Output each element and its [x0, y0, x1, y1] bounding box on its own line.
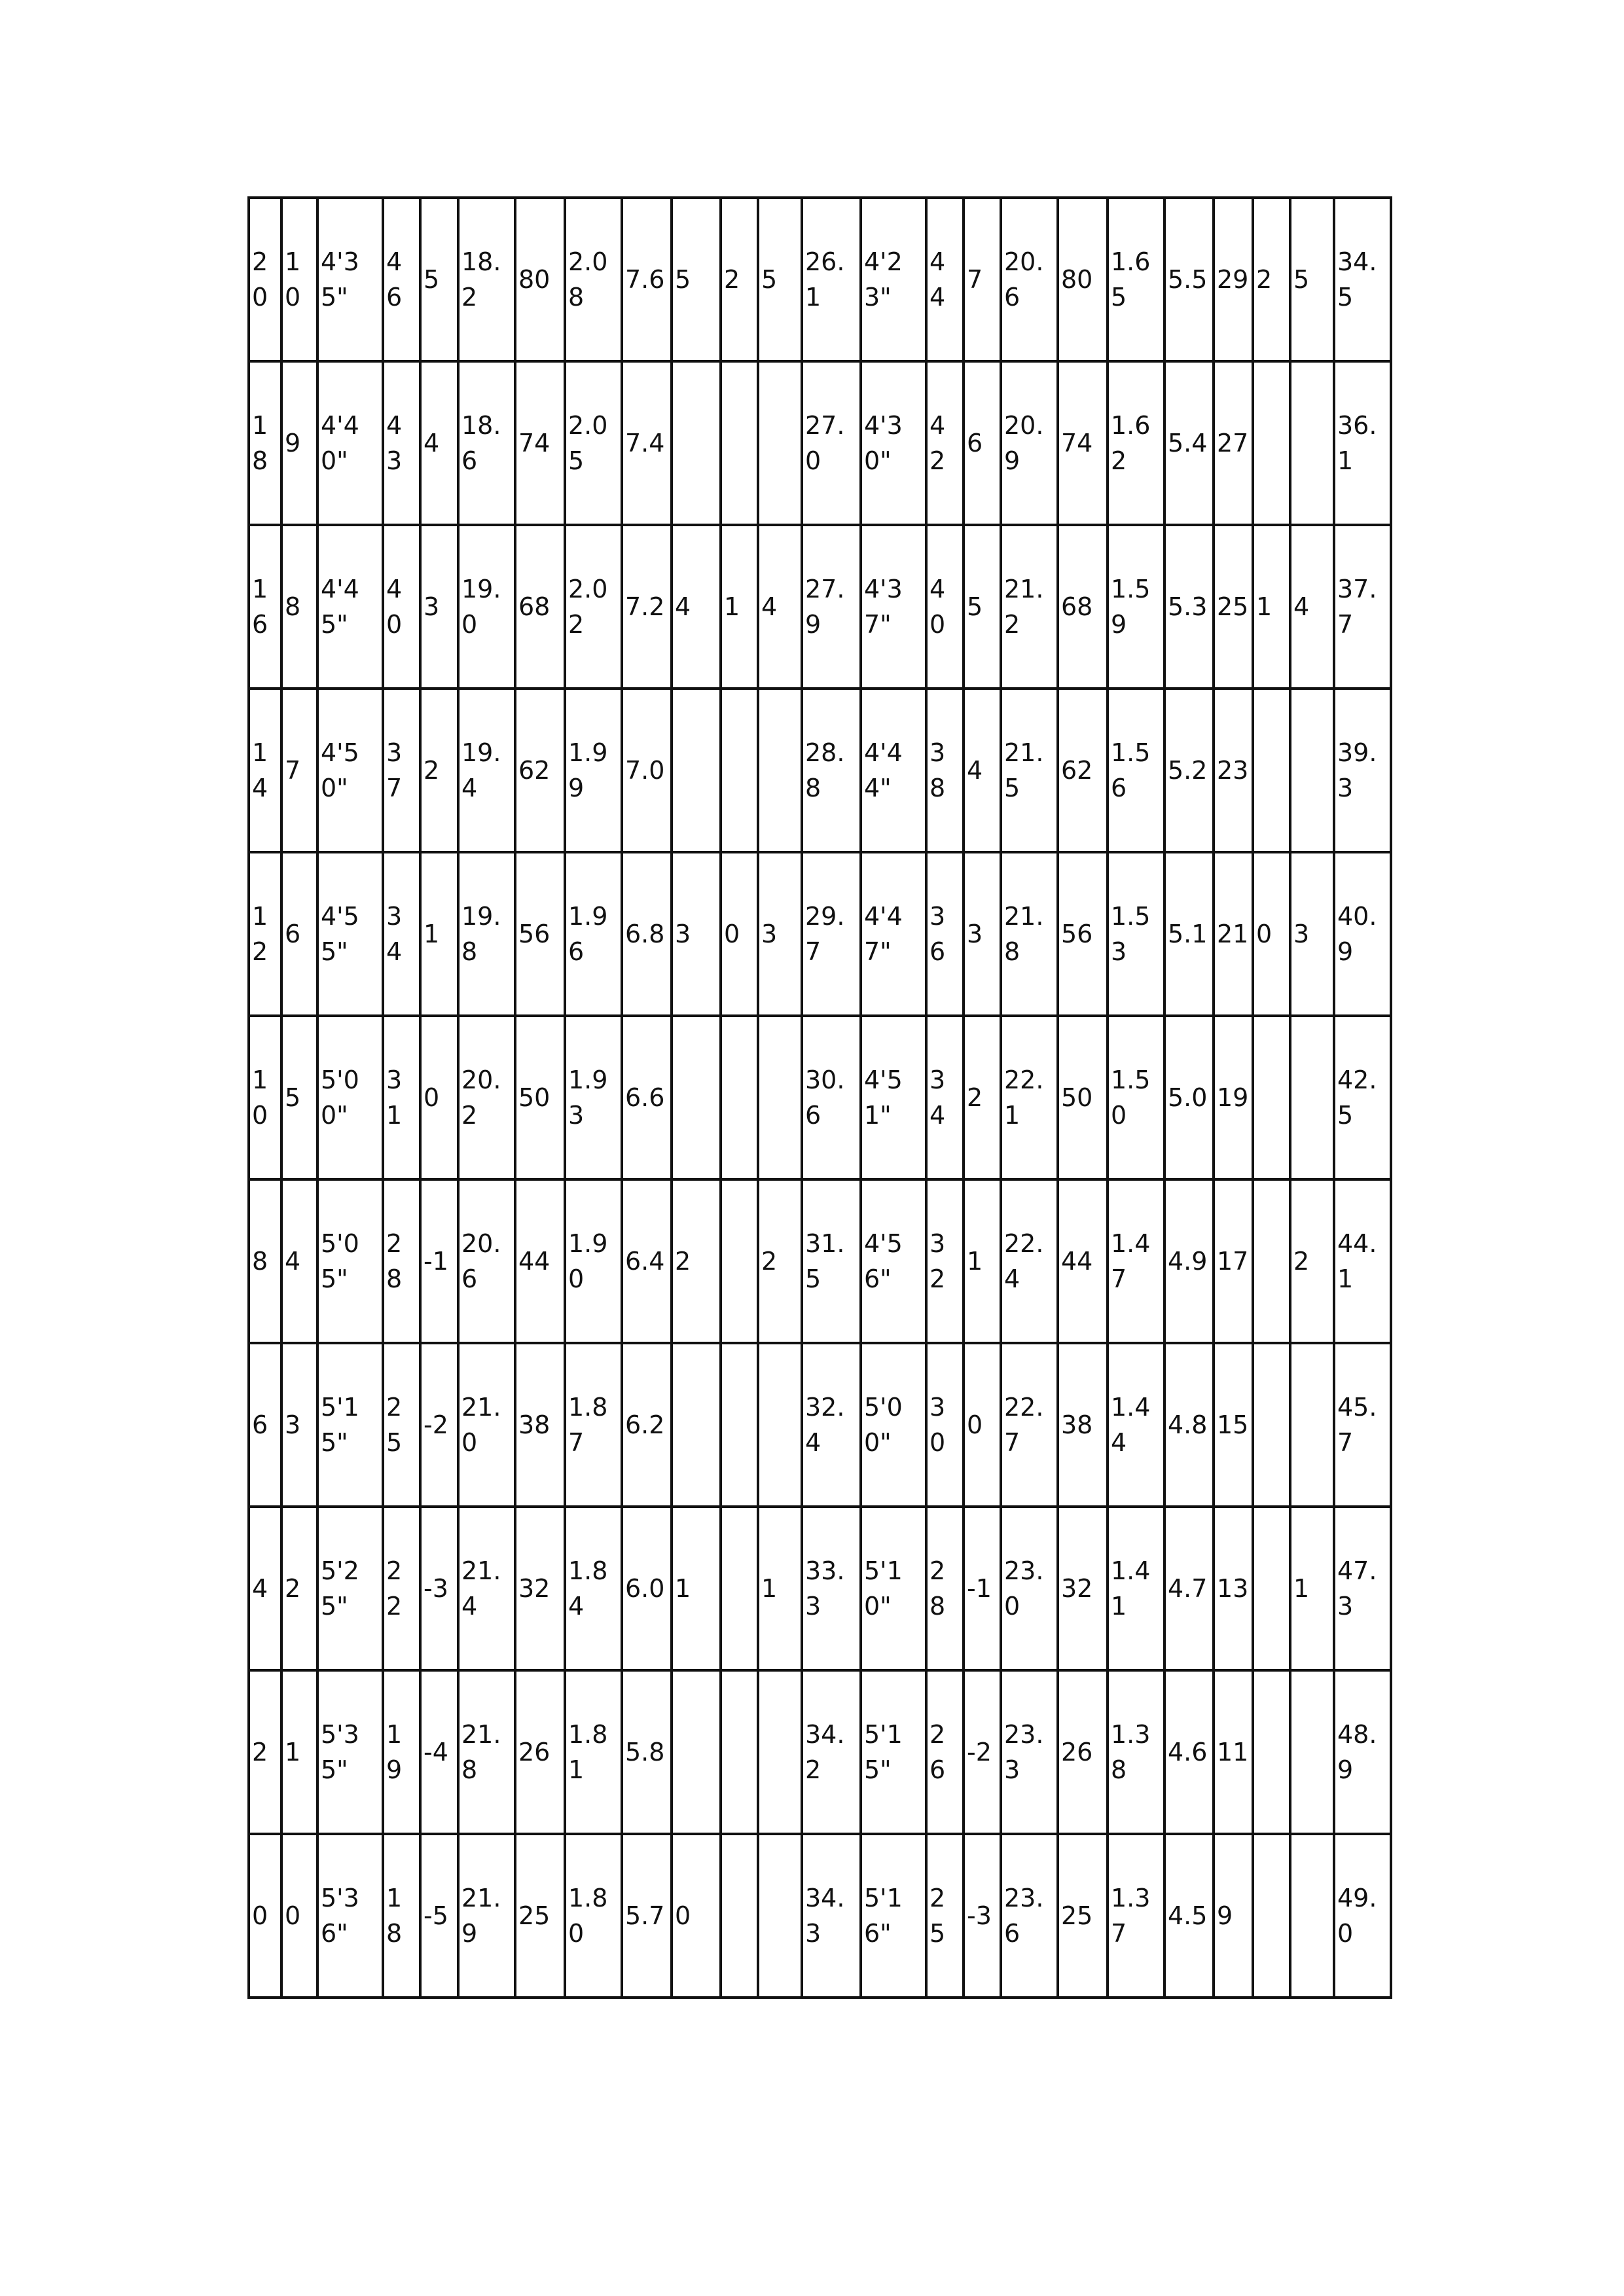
table-cell: 68: [1058, 525, 1108, 689]
table-cell: 1: [1253, 525, 1290, 689]
table-cell: 48.9: [1334, 1670, 1391, 1834]
table-cell: [1290, 1016, 1334, 1179]
table-cell: 32.4: [802, 1343, 861, 1507]
table-cell: 1.90: [565, 1179, 622, 1343]
table-cell: 3: [420, 525, 458, 689]
table-cell: 4'44": [861, 689, 926, 852]
table-cell: 4.6: [1164, 1670, 1214, 1834]
table-cell: 3: [281, 1343, 317, 1507]
table-cell: 18: [249, 361, 281, 525]
table-cell: 45.7: [1334, 1343, 1391, 1507]
table-cell: 1.53: [1108, 852, 1164, 1016]
table-cell: 21.4: [458, 1507, 515, 1670]
table-cell: 2.05: [565, 361, 622, 525]
table-row: [249, 1670, 1391, 1834]
table-cell: 8: [249, 1179, 281, 1343]
table-cell: 14: [249, 689, 281, 852]
table-cell: 1.84: [565, 1507, 622, 1670]
table-cell: 1.80: [565, 1834, 622, 1998]
table-cell: -3: [420, 1507, 458, 1670]
table-cell: 5: [1290, 198, 1334, 361]
table-cell: 6: [249, 1343, 281, 1507]
table-cell: 2: [249, 1670, 281, 1834]
table-cell: 21.0: [458, 1343, 515, 1507]
table-row: [249, 198, 1391, 361]
table-cell: -2: [964, 1670, 1001, 1834]
table-cell: 44.1: [1334, 1179, 1391, 1343]
table-cell: [758, 361, 802, 525]
table-cell: 1.93: [565, 1016, 622, 1179]
table-cell: 2: [281, 1507, 317, 1670]
table-cell: 1: [758, 1507, 802, 1670]
table-cell: 29: [1214, 198, 1253, 361]
table-cell: 0: [249, 1834, 281, 1998]
table-cell: 5'05": [317, 1179, 383, 1343]
table-cell: 40: [926, 525, 964, 689]
table-cell: [758, 1016, 802, 1179]
table-cell: 1: [672, 1507, 721, 1670]
table-cell: 5.5: [1164, 198, 1214, 361]
table-cell: 16: [249, 525, 281, 689]
table-cell: 5'25": [317, 1507, 383, 1670]
table-cell: 7: [281, 689, 317, 852]
table-cell: 56: [1058, 852, 1108, 1016]
table-cell: 3: [672, 852, 721, 1016]
table-cell: 47.3: [1334, 1507, 1391, 1670]
table-cell: 42: [926, 361, 964, 525]
table-cell: 1.38: [1108, 1670, 1164, 1834]
table-cell: 22.4: [1001, 1179, 1058, 1343]
table-cell: 1: [1290, 1507, 1334, 1670]
table-row: [249, 1016, 1391, 1179]
table-cell: 68: [515, 525, 565, 689]
table-cell: 5.1: [1164, 852, 1214, 1016]
table-cell: 21: [1214, 852, 1253, 1016]
table-cell: 1: [964, 1179, 1001, 1343]
table-cell: 8: [281, 525, 317, 689]
table-cell: 18.6: [458, 361, 515, 525]
table-cell: 1: [721, 525, 758, 689]
score-table: [247, 196, 1392, 1999]
table-cell: [1253, 361, 1290, 525]
table-row: [249, 1179, 1391, 1343]
table-cell: [721, 1834, 758, 1998]
table-cell: 50: [515, 1016, 565, 1179]
table-row: [249, 1507, 1391, 1670]
table-cell: 25: [1214, 525, 1253, 689]
table-cell: 38: [926, 689, 964, 852]
table-cell: 2.02: [565, 525, 622, 689]
table-cell: 2.08: [565, 198, 622, 361]
table-cell: 26.1: [802, 198, 861, 361]
table-cell: 5: [420, 198, 458, 361]
table-cell: 20.2: [458, 1016, 515, 1179]
table-cell: 50: [1058, 1016, 1108, 1179]
table-cell: 33.3: [802, 1507, 861, 1670]
table-cell: [1290, 1670, 1334, 1834]
table-cell: 1.50: [1108, 1016, 1164, 1179]
table-cell: [721, 361, 758, 525]
table-cell: 2: [721, 198, 758, 361]
table-cell: 2: [758, 1179, 802, 1343]
table-cell: [672, 361, 721, 525]
table-cell: 2: [420, 689, 458, 852]
table-cell: 5'00": [317, 1016, 383, 1179]
table-cell: 1.41: [1108, 1507, 1164, 1670]
table-cell: 4'37": [861, 525, 926, 689]
table-cell: 4'47": [861, 852, 926, 1016]
table-cell: 22: [383, 1507, 420, 1670]
table-cell: 5'35": [317, 1670, 383, 1834]
table-cell: 0: [420, 1016, 458, 1179]
table-cell: 20: [249, 198, 281, 361]
table-cell: 2: [1253, 198, 1290, 361]
table-cell: [1253, 1507, 1290, 1670]
table-cell: [1253, 1016, 1290, 1179]
table-cell: 4'45": [317, 525, 383, 689]
table-cell: 28: [383, 1179, 420, 1343]
table-cell: 46: [383, 198, 420, 361]
table-cell: 3: [758, 852, 802, 1016]
table-cell: 1: [281, 1670, 317, 1834]
table-row: [249, 525, 1391, 689]
table-cell: 4'51": [861, 1016, 926, 1179]
table-cell: 6.2: [622, 1343, 672, 1507]
table-cell: 0: [721, 852, 758, 1016]
table-cell: 25: [383, 1343, 420, 1507]
table-body: [249, 198, 1391, 1998]
table-cell: [721, 1343, 758, 1507]
table-cell: 49.0: [1334, 1834, 1391, 1998]
table-cell: 5: [672, 198, 721, 361]
table-cell: 42.5: [1334, 1016, 1391, 1179]
table-cell: 4.5: [1164, 1834, 1214, 1998]
table-cell: 1.37: [1108, 1834, 1164, 1998]
table-cell: 18: [383, 1834, 420, 1998]
table-cell: 5.0: [1164, 1016, 1214, 1179]
table-cell: 39.3: [1334, 689, 1391, 852]
table-cell: [1290, 689, 1334, 852]
table-cell: 3: [1290, 852, 1334, 1016]
table-cell: 34.5: [1334, 198, 1391, 361]
table-cell: 34.3: [802, 1834, 861, 1998]
table-cell: 11: [1214, 1670, 1253, 1834]
table-cell: 5'15": [861, 1670, 926, 1834]
table-cell: 4: [964, 689, 1001, 852]
table-cell: 74: [1058, 361, 1108, 525]
table-cell: 34: [383, 852, 420, 1016]
table-cell: 36: [926, 852, 964, 1016]
table-cell: -1: [420, 1179, 458, 1343]
table-cell: 6: [281, 852, 317, 1016]
table-cell: 80: [515, 198, 565, 361]
table-cell: 6.4: [622, 1179, 672, 1343]
table-cell: [758, 1343, 802, 1507]
table-cell: 28.8: [802, 689, 861, 852]
table-cell: 40: [383, 525, 420, 689]
table-cell: 4'23": [861, 198, 926, 361]
table-cell: [1290, 361, 1334, 525]
table-cell: 36.1: [1334, 361, 1391, 525]
table-cell: 27: [1214, 361, 1253, 525]
table-cell: 0: [281, 1834, 317, 1998]
table-cell: 4'56": [861, 1179, 926, 1343]
table-cell: 44: [926, 198, 964, 361]
table-cell: 22.1: [1001, 1016, 1058, 1179]
table-cell: [1253, 1179, 1290, 1343]
table-cell: 0: [964, 1343, 1001, 1507]
table-cell: [1253, 1343, 1290, 1507]
table-cell: 1.99: [565, 689, 622, 852]
table-cell: -1: [964, 1507, 1001, 1670]
table-cell: 7: [964, 198, 1001, 361]
table-cell: [758, 689, 802, 852]
table-cell: [721, 1670, 758, 1834]
table-cell: 0: [672, 1834, 721, 1998]
table-cell: 15: [1214, 1343, 1253, 1507]
table-cell: 5'00": [861, 1343, 926, 1507]
table-cell: 2: [964, 1016, 1001, 1179]
table-cell: 34: [926, 1016, 964, 1179]
table-cell: 19.0: [458, 525, 515, 689]
table-cell: 12: [249, 852, 281, 1016]
table-row: [249, 1834, 1391, 1998]
table-cell: -4: [420, 1670, 458, 1834]
table-cell: 30.6: [802, 1016, 861, 1179]
table-cell: 25: [1058, 1834, 1108, 1998]
table-cell: 0: [1253, 852, 1290, 1016]
table-cell: 28: [926, 1507, 964, 1670]
table-cell: 20.6: [1001, 198, 1058, 361]
table-cell: 1: [420, 852, 458, 1016]
table-cell: 26: [1058, 1670, 1108, 1834]
table-cell: 19: [1214, 1016, 1253, 1179]
table-cell: 4: [281, 1179, 317, 1343]
table-cell: [1253, 1670, 1290, 1834]
table-cell: 37: [383, 689, 420, 852]
table-cell: 1.87: [565, 1343, 622, 1507]
table-cell: 9: [1214, 1834, 1253, 1998]
table-cell: 23.6: [1001, 1834, 1058, 1998]
table-cell: 5'15": [317, 1343, 383, 1507]
table-cell: 80: [1058, 198, 1108, 361]
table-cell: 5.4: [1164, 361, 1214, 525]
table-cell: 5: [758, 198, 802, 361]
table-cell: 7.0: [622, 689, 672, 852]
table-cell: 4.8: [1164, 1343, 1214, 1507]
table-cell: 21.8: [1001, 852, 1058, 1016]
table-row: [249, 852, 1391, 1016]
table-cell: 5: [964, 525, 1001, 689]
table-cell: 7.6: [622, 198, 672, 361]
table-cell: 44: [1058, 1179, 1108, 1343]
table-cell: [1253, 1834, 1290, 1998]
table-cell: 30: [926, 1343, 964, 1507]
table-cell: 1.56: [1108, 689, 1164, 852]
table-row: [249, 361, 1391, 525]
table-cell: 17: [1214, 1179, 1253, 1343]
table-cell: 5'16": [861, 1834, 926, 1998]
table-cell: 1.44: [1108, 1343, 1164, 1507]
table-cell: 26: [515, 1670, 565, 1834]
table-cell: [1290, 1834, 1334, 1998]
table-cell: 4: [420, 361, 458, 525]
table-cell: 5.2: [1164, 689, 1214, 852]
table-cell: [1290, 1343, 1334, 1507]
table-cell: 1.96: [565, 852, 622, 1016]
table-cell: 31.5: [802, 1179, 861, 1343]
table-cell: 2: [672, 1179, 721, 1343]
table-cell: [758, 1834, 802, 1998]
table-cell: 5'10": [861, 1507, 926, 1670]
table-cell: 32: [515, 1507, 565, 1670]
table-cell: 3: [964, 852, 1001, 1016]
table-cell: 34.2: [802, 1670, 861, 1834]
table-cell: 5.7: [622, 1834, 672, 1998]
table-cell: 32: [926, 1179, 964, 1343]
table-cell: 43: [383, 361, 420, 525]
table-cell: 4'30": [861, 361, 926, 525]
table-cell: 4'35": [317, 198, 383, 361]
table-cell: -3: [964, 1834, 1001, 1998]
table-cell: 21.9: [458, 1834, 515, 1998]
table-cell: [672, 1343, 721, 1507]
table-cell: 6.8: [622, 852, 672, 1016]
table-cell: 21.5: [1001, 689, 1058, 852]
table-cell: 1.65: [1108, 198, 1164, 361]
table-cell: 4'55": [317, 852, 383, 1016]
table-cell: 1.81: [565, 1670, 622, 1834]
table-cell: 4: [249, 1507, 281, 1670]
table-cell: 38: [515, 1343, 565, 1507]
table-cell: 5'36": [317, 1834, 383, 1998]
table-cell: 19.8: [458, 852, 515, 1016]
table-cell: 4'40": [317, 361, 383, 525]
table-cell: 22.7: [1001, 1343, 1058, 1507]
table-cell: 5.8: [622, 1670, 672, 1834]
table-row: [249, 689, 1391, 852]
table-cell: 4.9: [1164, 1179, 1214, 1343]
table-cell: [672, 1670, 721, 1834]
table-cell: 2: [1290, 1179, 1334, 1343]
table-cell: 23: [1214, 689, 1253, 852]
table-cell: 44: [515, 1179, 565, 1343]
table-cell: [721, 1016, 758, 1179]
table-cell: 5: [281, 1016, 317, 1179]
table-cell: 25: [515, 1834, 565, 1998]
table-cell: 74: [515, 361, 565, 525]
table-cell: 21.2: [1001, 525, 1058, 689]
table-cell: [721, 1507, 758, 1670]
table-cell: 6.0: [622, 1507, 672, 1670]
table-cell: 40.9: [1334, 852, 1391, 1016]
table-cell: 1.47: [1108, 1179, 1164, 1343]
table-row: [249, 1343, 1391, 1507]
table-cell: 1.62: [1108, 361, 1164, 525]
table-cell: [721, 1179, 758, 1343]
table-cell: 31: [383, 1016, 420, 1179]
table-cell: 23.0: [1001, 1507, 1058, 1670]
table-cell: 4: [672, 525, 721, 689]
table-cell: 56: [515, 852, 565, 1016]
table-cell: 62: [1058, 689, 1108, 852]
table-cell: 38: [1058, 1343, 1108, 1507]
table-cell: 32: [1058, 1507, 1108, 1670]
table-cell: 23.3: [1001, 1670, 1058, 1834]
table-cell: 4'50": [317, 689, 383, 852]
table-cell: 7.2: [622, 525, 672, 689]
table-cell: [721, 689, 758, 852]
table-cell: 4.7: [1164, 1507, 1214, 1670]
table-cell: 21.8: [458, 1670, 515, 1834]
table-cell: [758, 1670, 802, 1834]
table-cell: 37.7: [1334, 525, 1391, 689]
table-cell: [1253, 689, 1290, 852]
table-cell: 18.2: [458, 198, 515, 361]
table-cell: 9: [281, 361, 317, 525]
table-cell: 6: [964, 361, 1001, 525]
table-cell: [672, 689, 721, 852]
table-cell: 1.59: [1108, 525, 1164, 689]
table-cell: 4: [758, 525, 802, 689]
table-cell: [672, 1016, 721, 1179]
table-cell: 6.6: [622, 1016, 672, 1179]
table-cell: -5: [420, 1834, 458, 1998]
table-cell: 26: [926, 1670, 964, 1834]
table-cell: 13: [1214, 1507, 1253, 1670]
table-cell: 10: [249, 1016, 281, 1179]
table-cell: 19: [383, 1670, 420, 1834]
table-cell: 19.4: [458, 689, 515, 852]
table-cell: 20.9: [1001, 361, 1058, 525]
table-cell: 29.7: [802, 852, 861, 1016]
table-cell: 27.9: [802, 525, 861, 689]
table-cell: 20.6: [458, 1179, 515, 1343]
table-cell: 4: [1290, 525, 1334, 689]
table-cell: 25: [926, 1834, 964, 1998]
table-cell: 27.0: [802, 361, 861, 525]
table-cell: 5.3: [1164, 525, 1214, 689]
table-cell: 10: [281, 198, 317, 361]
table-cell: -2: [420, 1343, 458, 1507]
table-cell: 7.4: [622, 361, 672, 525]
table-cell: 62: [515, 689, 565, 852]
